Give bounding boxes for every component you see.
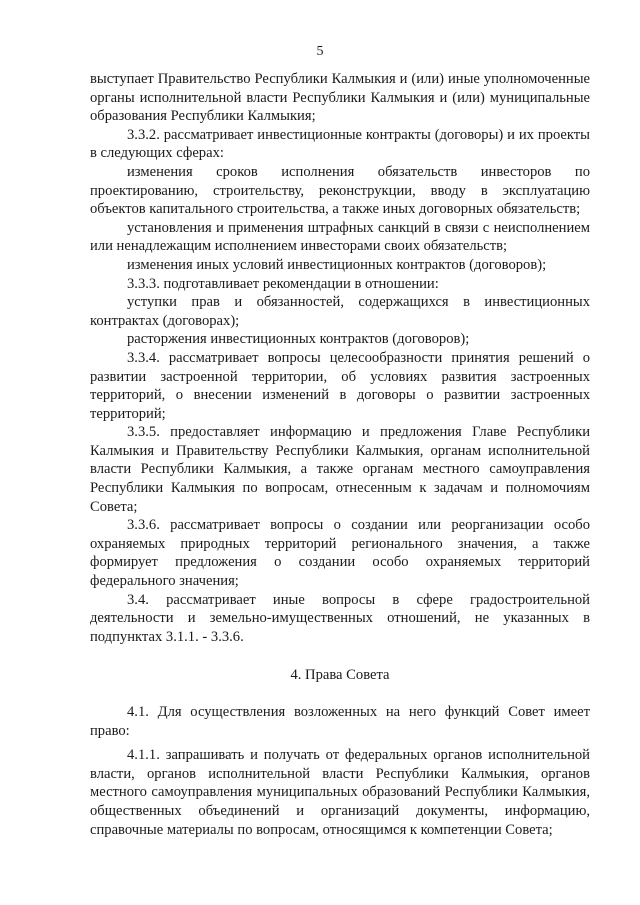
paragraph: уступки прав и обязанностей, содержащихся в инвестиционных контрактах (договорах); <box>90 294 590 329</box>
paragraph: 3.3.3. подготавливает рекомендации в отношении: <box>127 275 439 292</box>
paragraph: 4.1. Для осуществления возложенных на него функций Совет имеет право: <box>90 704 590 739</box>
page-number: 5 <box>316 44 324 59</box>
paragraph: 3.4. рассматривает иные вопросы в сфере градостроительной деятельности и земельно-имущественных отношений, не указанных в подпунктах 3.1.1. - 3.3.6. <box>90 591 590 645</box>
paragraph: 3.3.5. предоставляет информацию и предложения Главе Республики Калмыкия и Правительству Республики Калмыкия, органам исполнительной власти Республики Калмыкия, а также органам местного самоуправления Республики Калмыкия по вопросам, отнесенным к задачам и полномочиям Совета; <box>90 424 590 515</box>
paragraph: 3.3.4. рассматривает вопросы целесообразности принятия решений о развитии застроенной территории, об условиях развития застроенных территорий, о внесении изменений в договоры о развитии застроенных территорий; <box>90 349 590 422</box>
paragraph: 3.3.6. рассматривает вопросы о создании или реорганизации особо охраняемых природных территорий регионального значения, а также формирует предложения о создании особо охраняемых территорий федерального значения; <box>90 517 590 590</box>
section-heading: 4. Права Совета <box>290 667 390 684</box>
paragraph: 3.3.2. рассматривает инвестиционные контракты (договоры) и их проекты в следующих сферах: <box>90 126 590 162</box>
document-body <box>90 70 590 839</box>
paragraph: 4.1.1. запрашивать и получать от федеральных органов исполнительной власти, органов исполнительной власти Республики Калмыкия, органов местного самоуправления муниципальных образований Республики Калмыкия, общественных объединений и организаций документы, информацию, справочные материалы по вопросам, относящимся к компетенции Совета; <box>90 747 590 838</box>
paragraph: установления и применения штрафных санкций в связи с неисполнением или ненадлежащим исполнением инвесторами своих обязательств; <box>90 219 590 255</box>
paragraph: расторжения инвестиционных контрактов (договоров); <box>127 331 470 348</box>
paragraph: выступает Правительство Республики Калмыкия и (или) иные уполномоченные органы исполнительной власти Республики Калмыкия и (или) муниципальные образования Республики Калмыкия; <box>90 71 590 125</box>
paragraph: изменения иных условий инвестиционных контрактов (договоров); <box>127 256 547 273</box>
paragraph: изменения сроков исполнения обязательств инвесторов по проектированию, строительству, реконструкции, вводу в эксплуатацию объектов капитального строительства, а также иных договорных обязательств; <box>90 163 590 218</box>
